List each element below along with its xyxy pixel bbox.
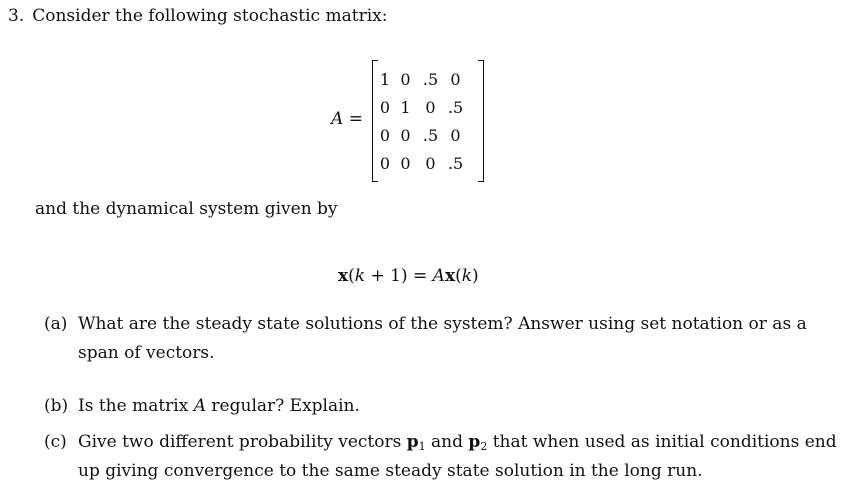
matrix-cell: 0 xyxy=(425,97,436,117)
vector-p1: p xyxy=(406,432,419,452)
matrix-cell: .5 xyxy=(422,69,439,89)
matrix-lhs xyxy=(331,109,363,129)
matrix-cell: 0 xyxy=(400,69,411,89)
part-c-continuation: up giving convergence to the same steady state solution in the long run. xyxy=(78,461,703,481)
vector-p2: p xyxy=(468,432,481,452)
plus-one-equals: + 1) = xyxy=(365,266,433,286)
problem-heading xyxy=(8,6,387,26)
part-b-label: (b) xyxy=(44,396,69,416)
part-c-text-pre: Give two different probability vectors xyxy=(78,432,407,452)
paren-open: ( xyxy=(455,266,462,286)
stochastic-matrix xyxy=(372,60,484,182)
matrix-cell: 0 xyxy=(450,125,461,145)
paren-open: ( xyxy=(348,266,355,286)
part-a-continuation: span of vectors. xyxy=(78,343,215,363)
matrix-table xyxy=(377,65,468,177)
paren-close: ) xyxy=(472,266,479,286)
equals-sign: = xyxy=(348,109,363,129)
matrix-cell: 1 xyxy=(400,97,411,117)
matrix-cell: 0 xyxy=(379,153,391,173)
part-c-text-post: that when used as initial conditions end xyxy=(487,432,837,452)
matrix-row xyxy=(377,65,468,93)
part-a-text: What are the steady state solutions of the system? Answer using set notation or as a xyxy=(78,314,807,334)
part-b-text-post: regular? Explain. xyxy=(206,396,360,416)
matrix-row xyxy=(377,149,468,177)
matrix-row xyxy=(377,93,468,121)
matrix-cell: 0 xyxy=(450,69,461,89)
part-b-text-pre: Is the matrix xyxy=(78,396,194,416)
part-b-var: A xyxy=(193,396,207,416)
vector-x: x xyxy=(444,266,456,286)
vector-p1-subscript: 1 xyxy=(418,440,426,453)
part-c xyxy=(44,432,837,457)
system-intro-text: and the dynamical system given by xyxy=(35,199,338,219)
part-a-label: (a) xyxy=(44,314,68,334)
part-c-and: and xyxy=(425,432,469,452)
matrix-cell: 0 xyxy=(425,153,436,173)
matrix-cell: 0 xyxy=(400,153,411,173)
part-c-label: (c) xyxy=(44,432,67,452)
matrix-cell: .5 xyxy=(447,97,464,117)
matrix-A: A xyxy=(432,266,445,286)
problem-number: 3. xyxy=(8,6,25,26)
part-a xyxy=(44,314,807,334)
vector-x: x xyxy=(338,266,349,286)
matrix-right-bracket xyxy=(478,60,484,182)
matrix-cell: 0 xyxy=(379,125,391,145)
part-b xyxy=(44,396,360,416)
recurrence-equation xyxy=(338,266,479,286)
vector-p2-subscript: 2 xyxy=(480,440,488,453)
matrix-cell: .5 xyxy=(447,153,464,173)
matrix-cell: .5 xyxy=(422,125,439,145)
matrix-cell: 1 xyxy=(379,69,391,89)
index-k: k xyxy=(461,266,473,286)
matrix-cell: 0 xyxy=(400,125,411,145)
matrix-row xyxy=(377,121,468,149)
matrix-cell: 0 xyxy=(379,97,391,117)
index-k: k xyxy=(354,266,366,286)
matrix-name: A xyxy=(331,109,344,129)
problem-prompt: Consider the following stochastic matrix: xyxy=(32,6,388,26)
